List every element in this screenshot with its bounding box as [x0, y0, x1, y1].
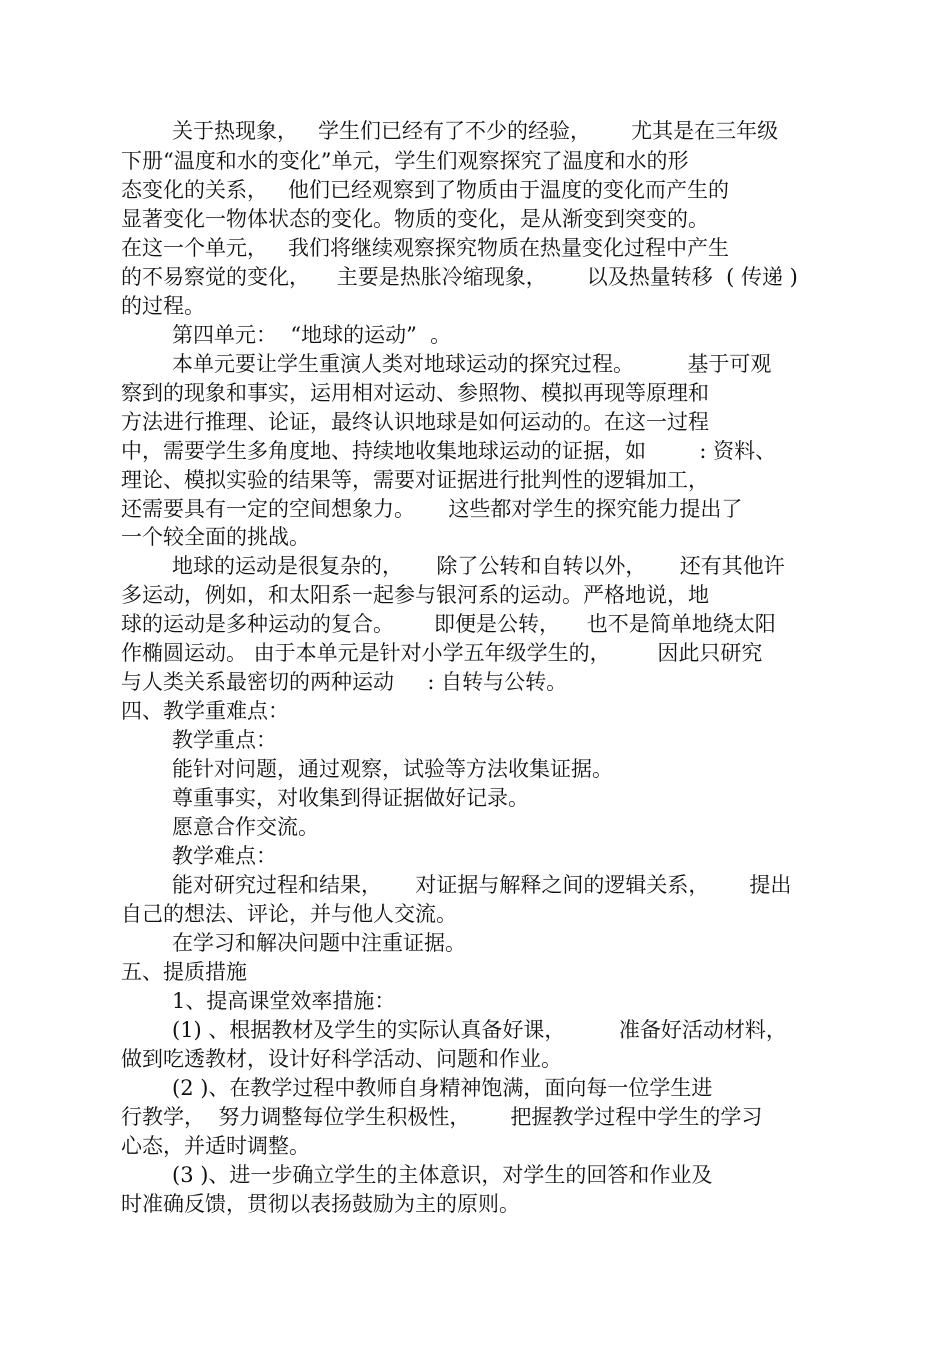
- text-line: 与人类关系最密切的两种运动 : 自转与公转。: [121, 670, 568, 694]
- subsection-heading: 教学难点：: [172, 844, 277, 868]
- text-line: 能针对问题，通过观察，试验等方法收集证据。: [172, 757, 613, 781]
- text-line: 本单元要让学生重演人类对地球运动的探究过程。 基于可观: [172, 352, 772, 376]
- text-line: 尊重事实，对收集到得证据做好记录。: [172, 786, 529, 810]
- text-line: 做到吃透教材，设计好科学活动、问题和作业。: [121, 1047, 562, 1071]
- text-line: 愿意合作交流。: [172, 815, 319, 839]
- text-line: 的过程。: [121, 294, 205, 318]
- unit-heading: 第四单元： “地球的运动” 。: [172, 323, 452, 347]
- text-line: 自己的想法、评论，并与他人交流。: [121, 902, 457, 926]
- text-line: 球的运动是多种运动的复合。 即便是公转， 也不是简单地绕太阳: [121, 612, 776, 636]
- text-line: 时准确反馈，贯彻以表扬鼓励为主的原则。: [121, 1192, 520, 1216]
- text-line: 在学习和解决问题中注重证据。: [172, 931, 466, 955]
- text-line: 能对研究过程和结果， 对证据与解释之间的逻辑关系， 提出: [172, 873, 792, 897]
- text-line: (2 )、在教学过程中教师自身精神饱满，面向每一位学生进: [172, 1076, 713, 1100]
- text-line: 态变化的关系， 他们已经观察到了物质由于温度的变化而产生的: [121, 178, 730, 202]
- text-line: (3 )、进一步确立学生的主体意识，对学生的回答和作业及: [172, 1163, 713, 1187]
- text-line: 关于热现象， 学生们已经有了不少的经验， 尤其是在三年级: [172, 119, 779, 143]
- text-line: 行教学， 努力调整每位学生积极性， 把握教学过程中学生的学习: [121, 1105, 763, 1129]
- text-line: 地球的运动是很复杂的， 除了公转和自转以外， 还有其他许: [172, 554, 785, 578]
- text-line: 显著变化一物体状态的变化。物质的变化，是从渐变到突变的。: [121, 207, 709, 231]
- subsection-heading: 教学重点：: [172, 728, 277, 752]
- text-line: (1) 、根据教材及学生的实际认真备好课， 准备好活动材料，: [172, 1018, 787, 1042]
- text-line: 方法进行推理、论证，最终认识地球是如何运动的。在这一过程: [121, 410, 709, 434]
- section-heading: 四、教学重难点：: [121, 699, 289, 723]
- text-line: 在这一个单元， 我们将继续观察探究物质在热量变化过程中产生: [121, 236, 730, 260]
- text-line: 中，需要学生多角度地、持续地收集地球运动的证据，如 : 资料、: [121, 439, 777, 463]
- text-line: 心态，并适时调整。: [121, 1134, 310, 1158]
- text-line: 作椭圆运动。 由于本单元是针对小学五年级学生的， 因此只研究: [121, 641, 763, 665]
- text-line: 的不易察觉的变化， 主要是热胀冷缩现象， 以及热量转移 ( 传递 ): [121, 265, 798, 289]
- text-line: 一个较全面的挑战。: [121, 525, 310, 549]
- text-line: 察到的现象和事实，运用相对运动、参照物、模拟再现等原理和: [121, 381, 709, 405]
- text-line: 还需要具有一定的空间想象力。 这些都对学生的探究能力提出了: [121, 497, 743, 521]
- section-heading: 五、提质措施: [121, 960, 247, 984]
- text-line: 下册“温度和水的变化”单元，学生们观察探究了温度和水的形: [121, 149, 689, 173]
- text-line: 多运动，例如，和太阳系一起参与银河系的运动。严格地说，地: [121, 583, 709, 607]
- text-line: 理论、模拟实验的结果等，需要对证据进行批判性的逻辑加工，: [121, 468, 709, 492]
- subsection-heading: 1、提高课堂效率措施：: [172, 989, 396, 1013]
